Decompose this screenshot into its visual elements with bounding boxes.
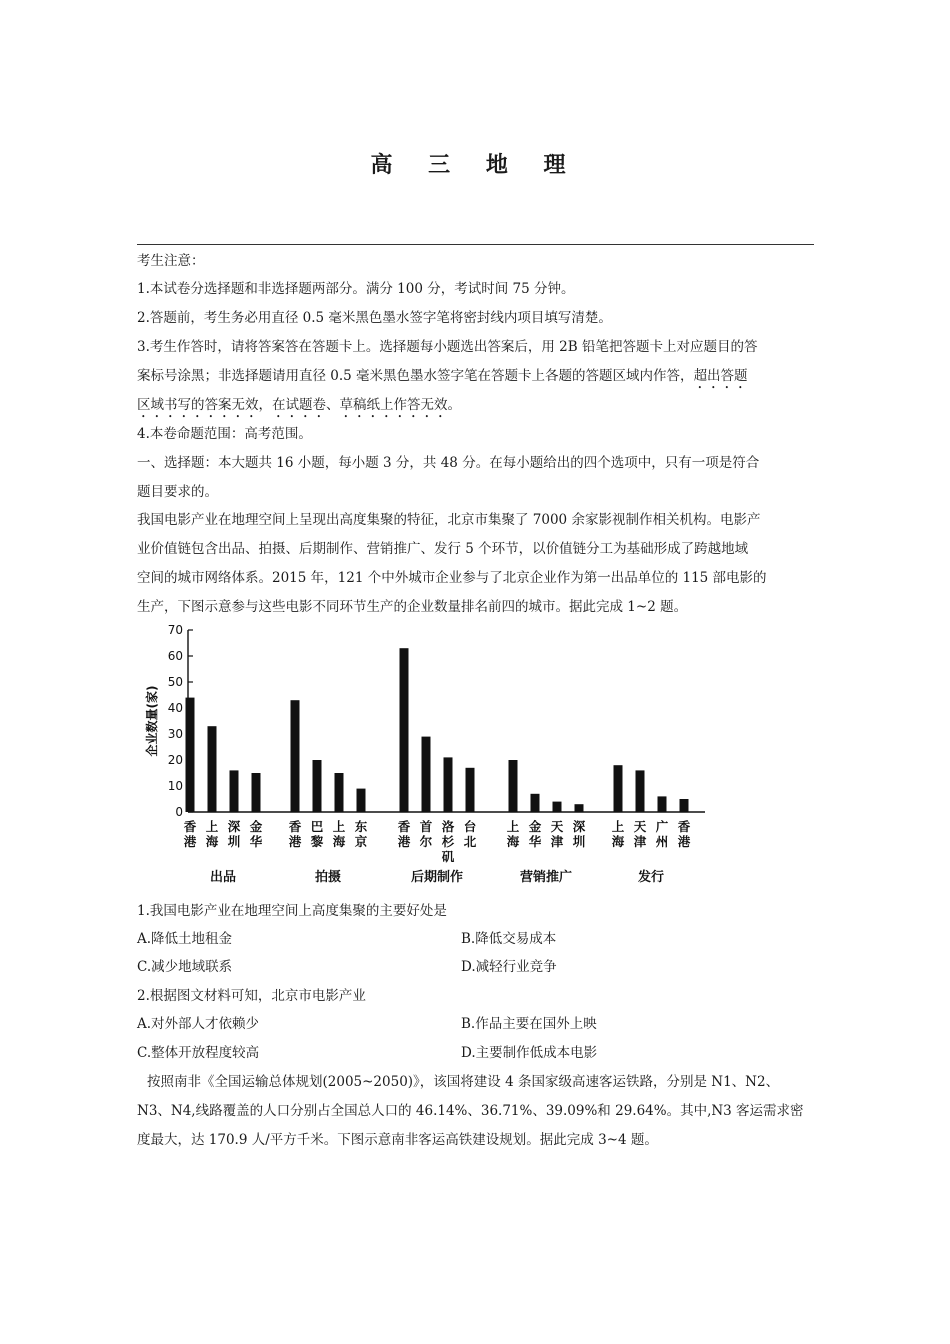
bar (230, 770, 239, 812)
city-label: 北 (463, 834, 477, 849)
city-label: 首 (419, 819, 433, 834)
question-1-option-d[interactable]: D.减轻行业竞争 (461, 959, 557, 975)
city-label: 华 (249, 834, 263, 849)
y-tick-label: 40 (167, 701, 183, 715)
city-label: 金 (528, 819, 542, 834)
bar (553, 802, 562, 812)
city-label: 上 (506, 819, 520, 834)
city-label: 州 (655, 834, 669, 849)
city-label: 海 (506, 834, 520, 849)
bar (466, 768, 475, 812)
question-1-option-c[interactable]: C.减少地域联系 (137, 959, 233, 975)
bar (614, 765, 623, 812)
city-label: 金 (249, 819, 263, 834)
city-label: 黎 (310, 834, 324, 849)
y-tick-label: 0 (175, 805, 183, 819)
city-label: 海 (332, 834, 346, 849)
bar (400, 648, 409, 812)
notice-emphasis-1: 超出答题 (693, 368, 748, 384)
city-label: 深 (572, 819, 586, 834)
city-label: 港 (183, 834, 197, 849)
y-tick-label: 70 (167, 623, 183, 637)
city-label: 京 (354, 834, 368, 849)
notice-item-3-line2: 案标号涂黑；非选择题请用直径 0.5 毫米黑色墨水签字笔在答题卡上各题的答题区域内作答， (137, 368, 694, 384)
header-rule (137, 244, 814, 245)
question-1-option-a[interactable]: A.降低土地租金 (137, 931, 233, 947)
city-label: 深 (227, 819, 241, 834)
city-label: 矶 (441, 849, 455, 864)
notice-emphasis-2: 区域书写的答案无效，在试题卷、草稿纸上作答无效。 (137, 397, 461, 413)
bar (208, 726, 217, 812)
city-label: 天 (633, 819, 647, 834)
group-label: 拍摄 (314, 870, 342, 885)
city-label: 津 (633, 834, 647, 849)
city-label: 津 (550, 834, 564, 849)
y-tick-label: 50 (167, 675, 183, 689)
bar (636, 770, 645, 812)
city-label: 香 (288, 819, 302, 834)
city-label: 天 (550, 819, 564, 834)
notice-item-3-cont (137, 364, 748, 392)
bar (357, 789, 366, 812)
city-label: 广 (655, 819, 669, 834)
bar (575, 804, 584, 812)
city-label: 台 (463, 819, 477, 834)
city-label: 香 (677, 819, 691, 834)
y-tick-label: 20 (167, 753, 183, 767)
question-1-option-b[interactable]: B.降低交易成本 (461, 931, 557, 947)
city-label: 香 (397, 819, 411, 834)
section-instruction: 一、选择题：本大题共 16 小题，每小题 3 分，共 48 分。在每小题给出的四个选项中，只有一项是符合 (137, 455, 760, 471)
city-label: 港 (677, 834, 691, 849)
city-label: 洛 (441, 819, 455, 834)
city-label: 上 (611, 819, 625, 834)
group-label: 后期制作 (410, 870, 464, 885)
material2-line1: 按照南非《全国运输总体规划(2005~2050)》，该国将建设 4 条国家级高速客运铁路，分别是 N1、N2、 (147, 1074, 780, 1090)
city-label: 海 (205, 834, 219, 849)
film-industry-bar-chart (140, 618, 720, 890)
question-1-stem: 1.我国电影产业在地理空间上高度集聚的主要好处是 (137, 903, 447, 919)
bar (658, 796, 667, 812)
notice-item-1: 1.本试卷分选择题和非选择题两部分。满分 100 分，考试时间 75 分钟。 (137, 281, 575, 297)
section-instruction-cont: 题目要求的。 (137, 484, 218, 500)
bar (531, 794, 540, 812)
y-tick-label: 60 (167, 649, 183, 663)
material2-line2: N3、N4,线路覆盖的人口分别占全国总人口的 46.14%、36.71%、39.09%和 29.64%。其中,N3 客运需求密 (137, 1103, 804, 1119)
notice-item-3: 3.考生作答时，请将答案答在答题卡上。选择题每小题选出答案后，用 2B 铅笔把答题卡上对应题目的答 (137, 339, 758, 355)
city-label: 上 (205, 819, 219, 834)
y-tick-label: 30 (167, 727, 183, 741)
material1-line4: 生产，下图示意参与这些电影不同环节生产的企业数量排名前四的城市。据此完成 1~2 题。 (137, 599, 688, 615)
bar (186, 698, 195, 812)
city-label: 香 (183, 819, 197, 834)
city-label: 巴 (310, 819, 324, 834)
bar (422, 737, 431, 812)
material1-line2: 业价值链包含出品、拍摄、后期制作、营销推广、发行 5 个环节，以价值链分工为基础形成了跨越地域 (137, 541, 749, 557)
y-axis-label: 企业数量(家) (145, 685, 159, 757)
bar (313, 760, 322, 812)
group-label: 发行 (637, 870, 665, 885)
question-2-option-c[interactable]: C.整体开放程度较高 (137, 1045, 260, 1061)
bar (291, 700, 300, 812)
bar (335, 773, 344, 812)
material1-line3: 空间的城市网络体系。2015 年，121 个中外城市企业参与了北京企业作为第一出品单位的 115 部电影的 (137, 570, 767, 586)
city-label: 上 (332, 819, 346, 834)
material1-line1: 我国电影产业在地理空间上呈现出高度集聚的特征，北京市集聚了 7000 余家影视制作相关机构。电影产 (137, 512, 761, 528)
question-2-option-d[interactable]: D.主要制作低成本电影 (461, 1045, 598, 1061)
bar (509, 760, 518, 812)
notice-item-4: 4.本卷命题范围：高考范围。 (137, 426, 312, 442)
city-label: 海 (611, 834, 625, 849)
bar (444, 757, 453, 812)
notice-heading: 考生注意： (137, 253, 205, 269)
question-2-option-a[interactable]: A.对外部人才依赖少 (137, 1016, 260, 1032)
city-label: 圳 (227, 834, 241, 849)
group-label: 出品 (209, 870, 237, 885)
question-2-stem: 2.根据图文材料可知，北京市电影产业 (137, 988, 366, 1004)
question-2-option-b[interactable]: B.作品主要在国外上映 (461, 1016, 597, 1032)
city-label: 圳 (572, 834, 586, 849)
city-label: 华 (528, 834, 542, 849)
city-label: 东 (354, 819, 368, 834)
notice-item-2: 2.答题前，考生务必用直径 0.5 毫米黑色墨水签字笔将密封线内项目填写清楚。 (137, 310, 612, 326)
city-label: 杉 (441, 834, 455, 849)
y-tick-label: 10 (167, 779, 183, 793)
bar (252, 773, 261, 812)
page-title: 高 三 地 理 (370, 153, 580, 178)
material2-line3: 度最大，达 170.9 人/平方千米。下图示意南非客运高铁建设规划。据此完成 3~4 题。 (137, 1132, 658, 1148)
city-label: 港 (397, 834, 411, 849)
group-label: 营销推广 (519, 870, 573, 885)
city-label: 港 (288, 834, 302, 849)
city-label: 尔 (419, 834, 433, 849)
bar (680, 799, 689, 812)
